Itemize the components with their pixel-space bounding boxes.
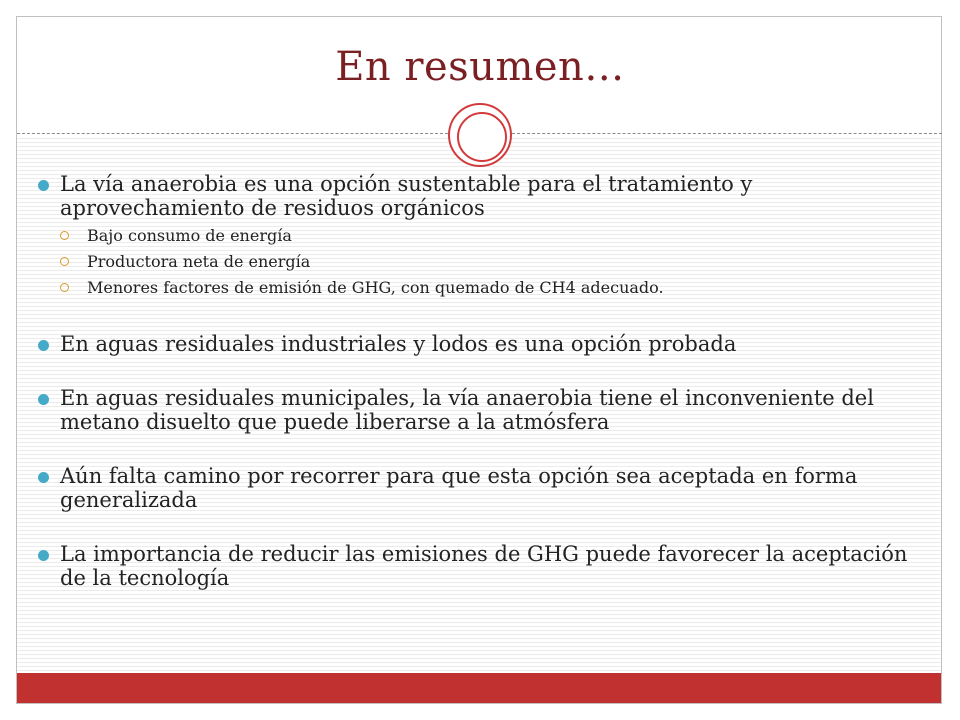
bullet-dot-icon: [38, 340, 49, 351]
sub-bullet-item: [60, 226, 914, 246]
title-divider-left: [17, 133, 448, 134]
bullet-item: [34, 386, 914, 434]
slide-title: En resumen…: [335, 44, 625, 90]
ring-bullet-icon: [60, 283, 69, 292]
bullet-dot-icon: [38, 472, 49, 483]
circle-ornament-inner: [457, 112, 507, 162]
sub-bullet-item: [60, 278, 914, 298]
sub-bullet-text: Menores factores de emisión de GHG, con quemado de CH4 adecuado.: [87, 278, 664, 297]
bullet-item: [34, 332, 914, 356]
bullet-text: La vía anaerobia es una opción sustentable para el tratamiento y aprovechamiento de residuos orgánicos: [60, 172, 753, 220]
title-divider-right: [512, 133, 942, 134]
bullet-text: En aguas residuales industriales y lodos es una opción probada: [60, 332, 737, 356]
footer-bar: [17, 673, 941, 703]
sub-bullet-item: [60, 252, 914, 272]
sub-bullet-list: [60, 226, 914, 298]
ring-bullet-icon: [60, 257, 69, 266]
bullet-text: Aún falta camino por recorrer para que esta opción sea aceptada en forma generalizada: [60, 464, 858, 512]
bullet-item: [34, 172, 914, 298]
sub-bullet-text: Productora neta de energía: [87, 252, 311, 271]
ring-bullet-icon: [60, 231, 69, 240]
bullet-text: En aguas residuales municipales, la vía anaerobia tiene el inconveniente del metano disuelto que puede liberarse a la atmósfera: [60, 386, 874, 434]
circle-ornament-icon: [448, 103, 512, 167]
bullet-list: [34, 172, 914, 602]
bullet-dot-icon: [38, 180, 49, 191]
bullet-text: La importancia de reducir las emisiones de GHG puede favorecer la aceptación de la tecnología: [60, 542, 908, 590]
sub-bullet-text: Bajo consumo de energía: [87, 226, 292, 245]
bullet-dot-icon: [38, 394, 49, 405]
bullet-item: [34, 542, 914, 590]
bullet-item: [34, 464, 914, 512]
bullet-dot-icon: [38, 550, 49, 561]
